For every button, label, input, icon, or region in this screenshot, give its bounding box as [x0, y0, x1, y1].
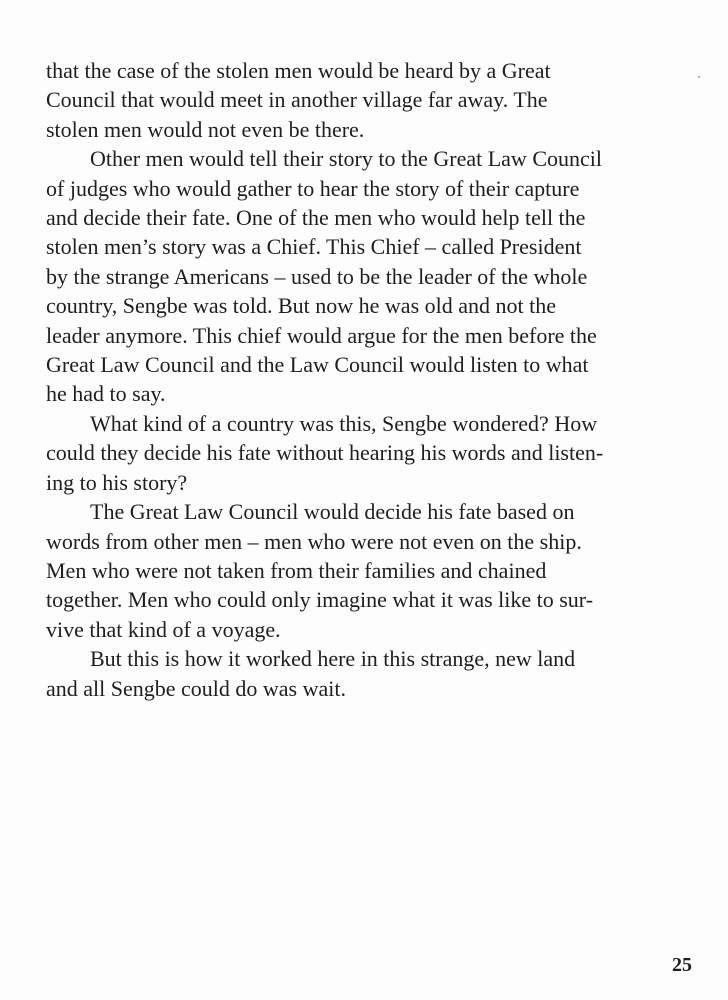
paragraph-start-line: What kind of a country was this, Sengbe wondered? How	[90, 410, 598, 436]
body-text	[46, 56, 686, 703]
text-line: by the strange Americans – used to be the leader of the whole	[46, 263, 588, 289]
text-line: together. Men who could only imagine what it was like to sur-	[46, 587, 594, 613]
paragraph-start-line: Other men would tell their story to the Great Law Council	[90, 146, 602, 172]
text-line: Great Law Council and the Law Council would listen to what	[46, 352, 589, 378]
text-line: country, Sengbe was told. But now he was old and not the	[46, 293, 556, 319]
text-line: Men who were not taken from their families and chained	[46, 557, 547, 583]
text-line: Council that would meet in another village far away. The	[46, 87, 548, 113]
text-line: he had to say.	[46, 381, 166, 407]
text-line: stolen men’s story was a Chief. This Chief – called President	[46, 234, 582, 260]
paragraph-start-line: But this is how it worked here in this strange, new land	[90, 646, 576, 672]
paper-speck	[698, 76, 700, 78]
text-line: and all Sengbe could do was wait.	[46, 675, 346, 701]
text-line: and decide their fate. One of the men who would help tell the	[46, 205, 586, 231]
paragraph-start-line: The Great Law Council would decide his fate based on	[90, 499, 575, 525]
text-line: of judges who would gather to hear the story of their capture	[46, 175, 580, 201]
text-line: could they decide his fate without hearing his words and listen-	[46, 440, 604, 466]
page-number: 25	[672, 954, 692, 976]
text-line: leader anymore. This chief would argue for the men before the	[46, 322, 597, 348]
text-line: stolen men would not even be there.	[46, 116, 365, 142]
text-line: words from other men – men who were not even on the ship.	[46, 528, 582, 554]
text-line: that the case of the stolen men would be heard by a Great	[46, 58, 551, 83]
text-line: ing to his story?	[46, 469, 188, 495]
text-line: vive that kind of a voyage.	[46, 616, 281, 642]
